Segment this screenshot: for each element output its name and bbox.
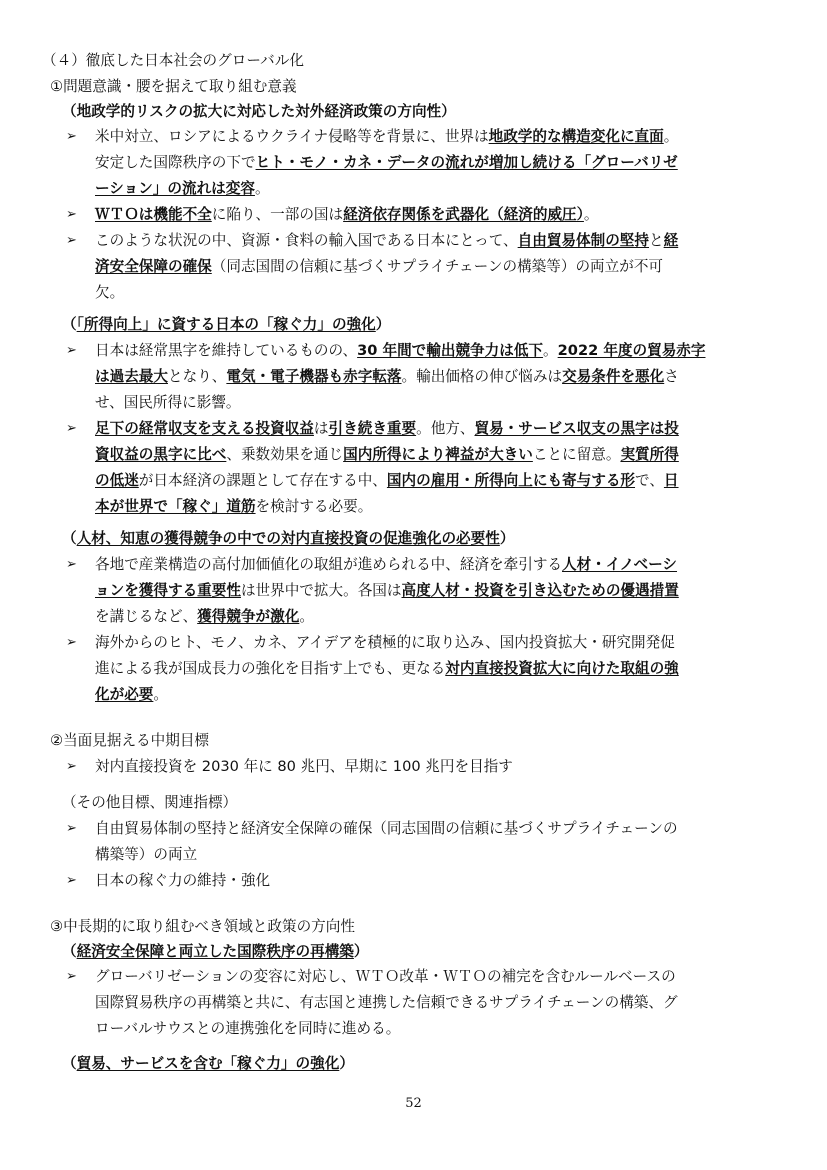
- heading-other-targets: （その他目標、関連指標）: [62, 794, 238, 811]
- paragraph-line: 済安全保障の確保（同志国間の信頼に基づくサプライチェーンの構築等）の両立が不可: [95, 258, 664, 275]
- bullet-arrow: ➢: [66, 635, 77, 650]
- bullet-arrow: ➢: [66, 557, 77, 572]
- paragraph-line: 欠。: [95, 284, 125, 301]
- paragraph-line: 進による我が国成長力の強化を目指す上でも、更なる対内直接投資拡大に向けた取組の強: [95, 660, 679, 677]
- paragraph-line: の低迷が日本経済の課題として存在する中、国内の雇用・所得向上にも寄与する形で、日: [95, 472, 679, 489]
- paragraph-line: ョンを獲得する重要性は世界中で拡大。各国は高度人材・投資を引き込むための優遇措置: [95, 582, 679, 599]
- paragraph-line: このような状況の中、資源・食料の輸入国である日本にとって、自由貿易体制の堅持と経: [95, 232, 679, 249]
- heading-trade-services: （貿易、サービスを含む「稼ぐ力」の強化）: [62, 1055, 354, 1072]
- paragraph-line: ＷＴＯは機能不全に陥り、一部の国は経済依存関係を武器化（経済的威圧）。: [95, 206, 599, 223]
- paragraph-line: 国際貿易秩序の再構築と共に、有志国と連携した信頼できるサプライチェーンの構築、グ: [95, 994, 678, 1011]
- bullet-arrow: ➢: [66, 873, 77, 888]
- bullet-arrow: ➢: [66, 759, 77, 774]
- heading-geopolitical-risk: （地政学的リスクの拡大に対応した対外経済政策の方向性）: [62, 103, 456, 120]
- paragraph-line: 海外からのヒト、モノ、カネ、アイデアを積極的に取り込み、国内投資拡大・研究開発促: [95, 634, 675, 651]
- paragraph-line: 本が世界で「稼ぐ」道筋を検討する必要。: [95, 498, 373, 515]
- paragraph-line: せ、国民所得に影響。: [95, 394, 241, 411]
- paragraph-line: 日本の稼ぐ力の維持・強化: [95, 872, 271, 889]
- paragraph-line: は過去最大となり、電気・電子機器も赤字転落。輸出価格の伸び悩みは交易条件を悪化さ: [95, 368, 679, 385]
- paragraph-line: 日本は経常黒字を維持しているものの、30 年間で輸出競争力は低下。2022 年度の貿易赤字: [95, 342, 706, 359]
- paragraph-line: ローバルサウスとの連携強化を同時に進める。: [95, 1020, 401, 1037]
- paragraph-line: 各地で産業構造の高付加価値化の取組が進められる中、経済を牽引する人材・イノベーシ: [95, 556, 678, 573]
- subsection-2-title: ②当面見据える中期目標: [50, 732, 210, 749]
- bullet-arrow: ➢: [66, 207, 77, 222]
- bullet-arrow: ➢: [66, 233, 77, 248]
- bullet-arrow: ➢: [66, 129, 77, 144]
- bullet-arrow: ➢: [66, 343, 77, 358]
- paragraph-line: 資収益の黒字に比べ、乗数効果を通じ国内所得により裨益が大きいことに留意。実質所得: [95, 446, 679, 463]
- section-title: （４）徹底した日本社会のグローバル化: [42, 52, 304, 69]
- paragraph-line: ーション」の流れは変容。: [95, 180, 270, 197]
- paragraph-line: を講じるなど、獲得競争が激化。: [95, 608, 314, 625]
- bullet-arrow: ➢: [66, 421, 77, 436]
- paragraph-line: 足下の経常収支を支える投資収益は引き続き重要。他方、貿易・サービス収支の黒字は投: [95, 420, 679, 437]
- paragraph-line: 化が必要。: [95, 686, 168, 703]
- page-number: 52: [405, 1096, 422, 1111]
- heading-earning-power: （「所得向上」に資する日本の「稼ぐ力」の強化）: [62, 316, 391, 333]
- subsection-3-title: ③中長期的に取り組むべき領域と政策の方向性: [50, 918, 355, 935]
- subsection-1-title: ①問題意識・腰を据えて取り組む意義: [50, 78, 297, 95]
- heading-inward-investment: （人材、知恵の獲得競争の中での対内直接投資の促進強化の必要性）: [62, 530, 515, 547]
- paragraph-line: 米中対立、ロシアによるウクライナ侵略等を背景に、世界は地政学的な構造変化に直面。: [95, 128, 679, 145]
- heading-international-order: （経済安全保障と両立した国際秩序の再構築）: [62, 943, 369, 960]
- paragraph-line: 構築等）の両立: [95, 846, 198, 863]
- paragraph-line: グローバリゼーションの変容に対応し、ＷＴＯ改革・ＷＴＯの補完を含むルールベースの: [95, 968, 676, 985]
- bullet-arrow: ➢: [66, 821, 77, 836]
- paragraph-line: 安定した国際秩序の下でヒト・モノ・カネ・データの流れが増加し続ける「グローバリゼ: [95, 154, 678, 171]
- bullet-arrow: ➢: [66, 969, 77, 984]
- paragraph-line: 自由貿易体制の堅持と経済安全保障の確保（同志国間の信頼に基づくサプライチェーンの: [95, 820, 678, 837]
- paragraph-line: 対内直接投資を 2030 年に 80 兆円、早期に 100 兆円を目指す: [95, 758, 513, 775]
